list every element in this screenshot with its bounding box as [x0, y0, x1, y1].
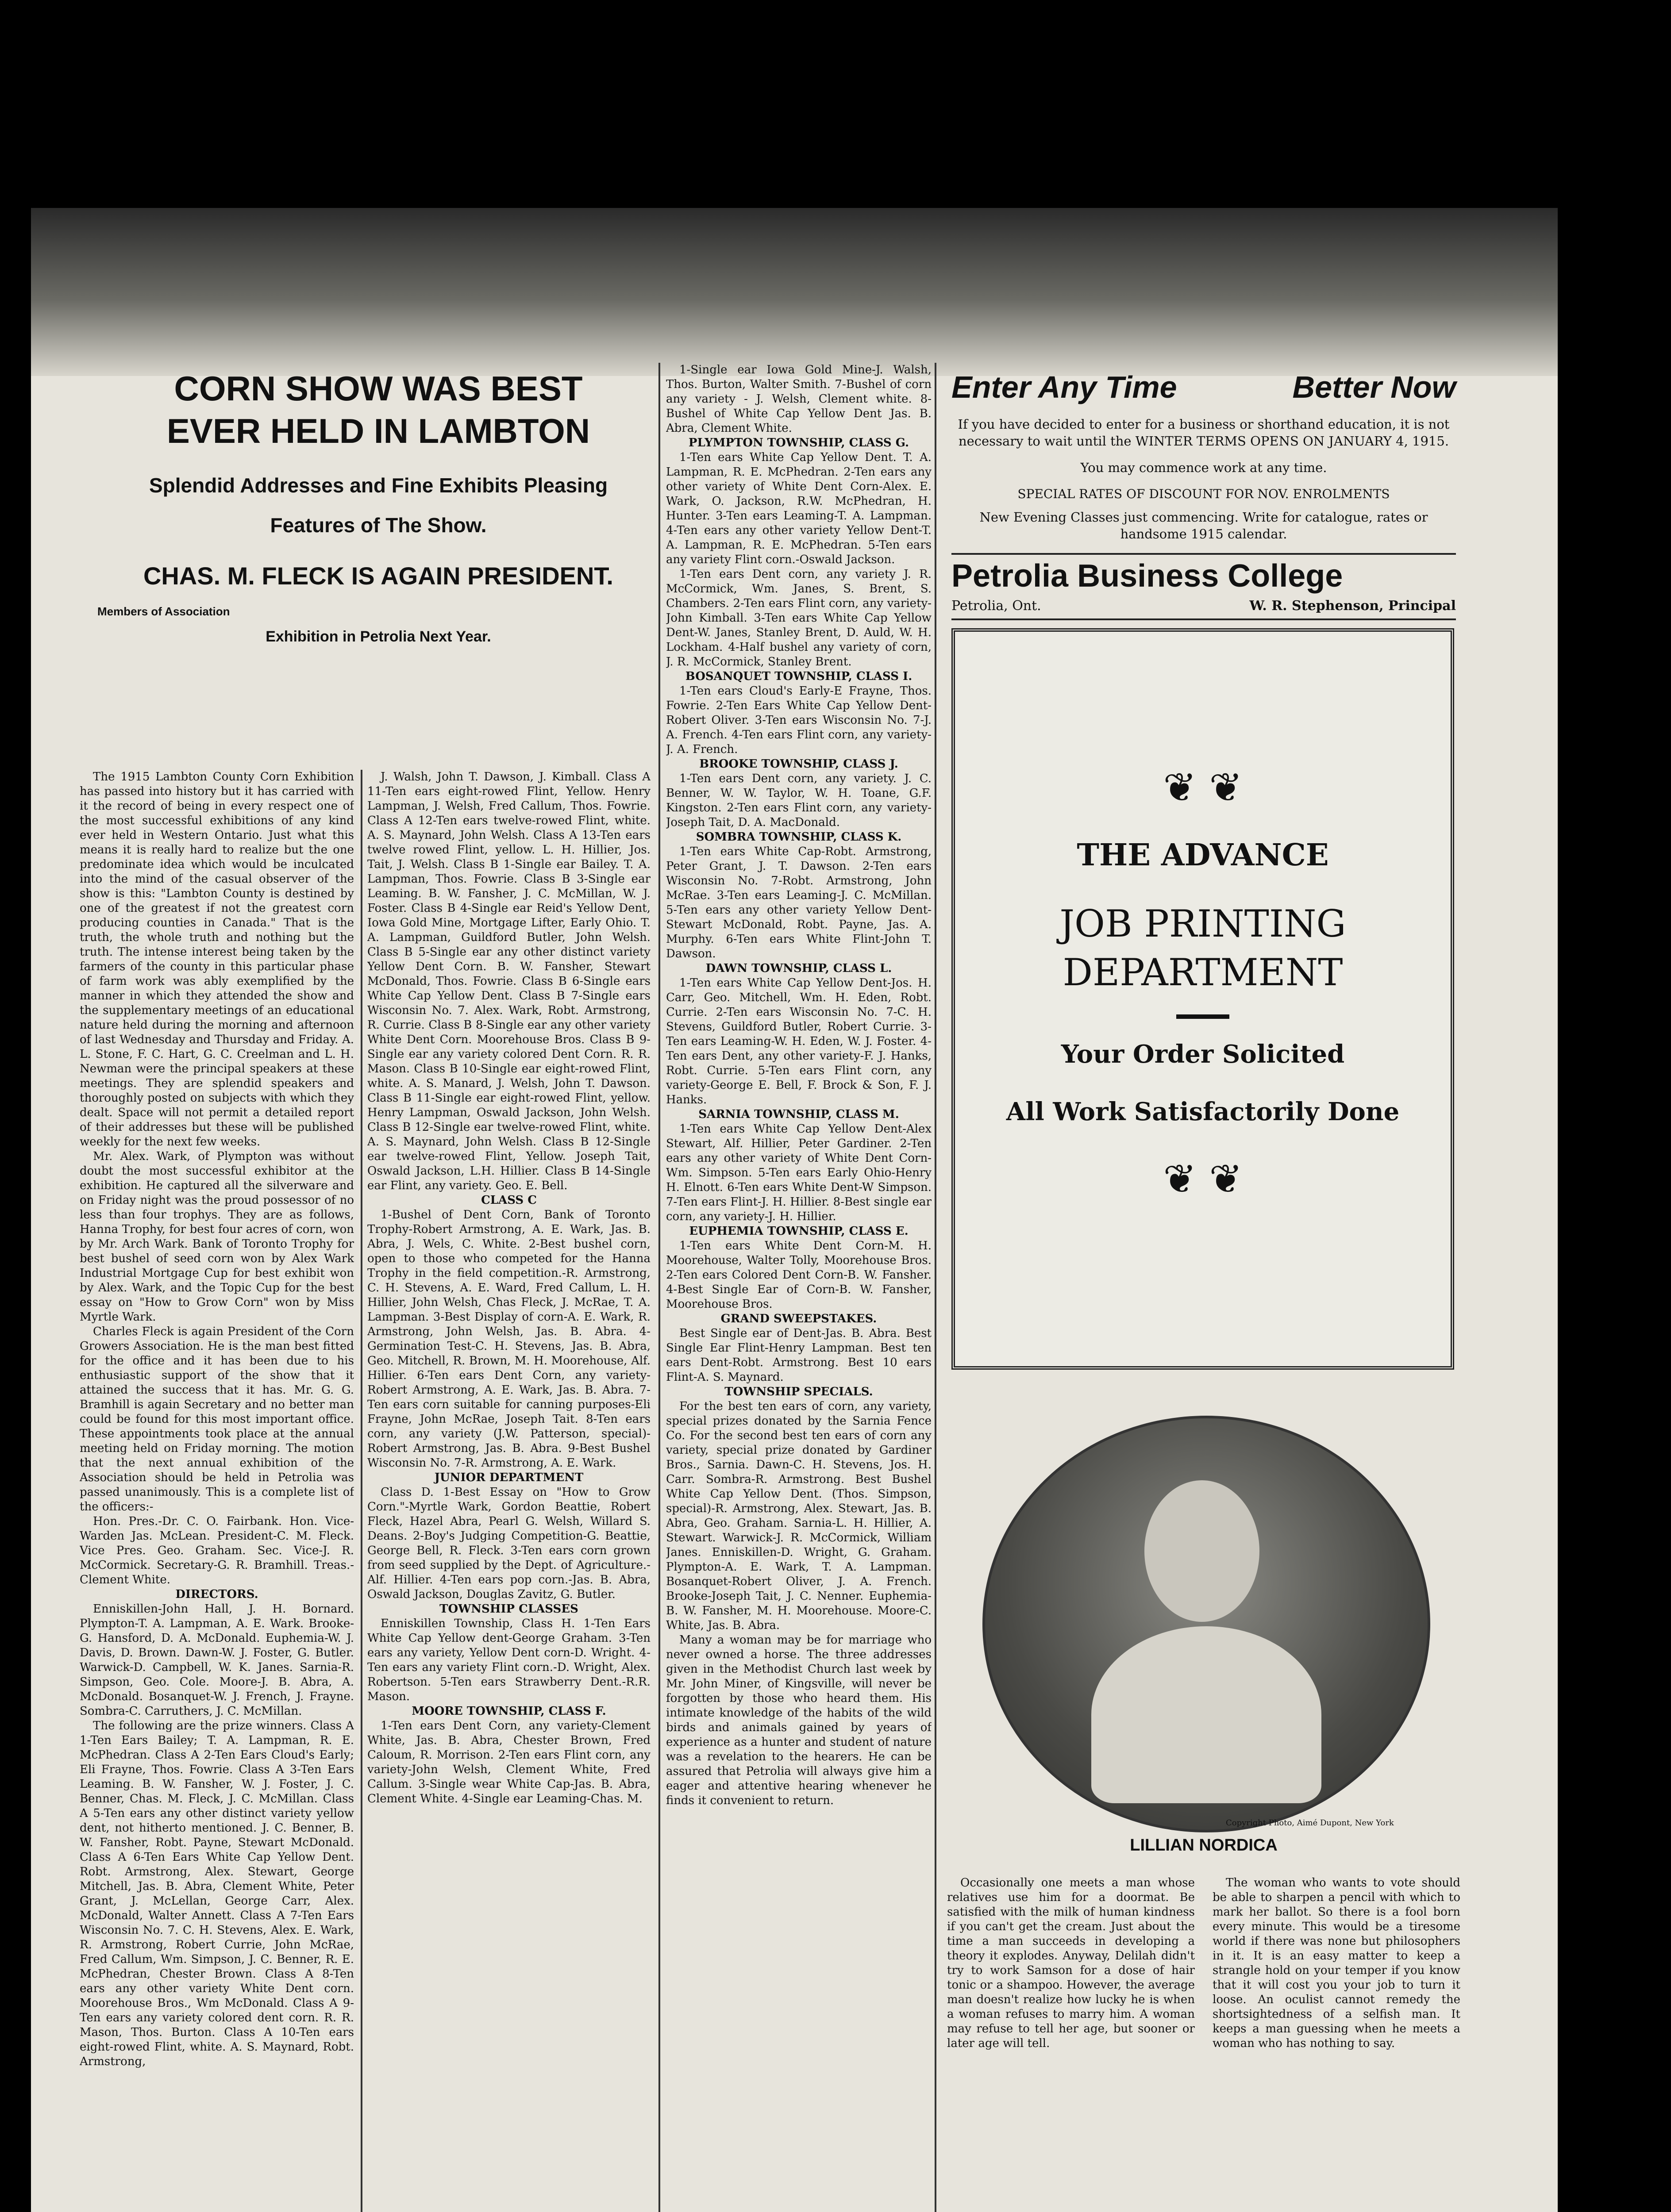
- business-college-ad: [943, 363, 1465, 625]
- newspaper-page: [31, 208, 1558, 2212]
- left-column-1: [80, 770, 354, 2212]
- directors-list: Enniskillen-John Hall, J. H. Bornard. Plympton-T. A. Lampman, A. E. Wark. Brooke-G. Hansford, D. A. McDonald. Euphemia-W. J. Davis, D. Brown. Dawn-W. J. Foster, G. Butler. Warwick-D. Campbell, W. K. Janes. Sarnia-R. Simpson, Geo. Cole. Moore-J. B. Abra, A. McDonald. Bosanquet-W. J. French, J. Frayne. Sombra-C. Carruthers, J. C. McMillan.: [80, 1602, 354, 1718]
- article-paragraph-3: Charles Fleck is again President of the Corn Growers Association. He is the man best fitted for the office and it has been due to his enthusiastic support of the show that it attained the success that it has. Mr. G. G. Bramhill is again Secretary and no better man could be found for this most important office. These appointments took place at the annual meeting held on Friday morning. The motion that the next annual exhibition of the Association should be held in Petrolia was passed unanimously. This is a complete list of the officers:-: [80, 1325, 354, 1513]
- grand-sweepstakes-heading: GRAND SWEEPSTAKES.: [720, 1312, 877, 1325]
- deck-line-2: Features of The Show.: [270, 514, 487, 537]
- directors-heading: DIRECTORS.: [175, 1588, 258, 1601]
- ad-headline-right: Better Now: [1292, 370, 1456, 404]
- class-c-heading: CLASS C: [481, 1194, 537, 1207]
- torn-top-edge: [31, 208, 1558, 376]
- department-line: DEPARTMENT: [1063, 951, 1343, 994]
- sombra-results: 1-Ten ears White Cap-Robt. Armstrong, Peter Grant, J. T. Dawson. 2-Ten ears Wisconsin No. 7-Robt. Armstrong, John McRae. 3-Ten ears Leaming-J. C. McMillan. 5-Ten ears any other variety Yellow Dent-Stewart McDonald, Robt. Payne, Jas. A. Murphy. 6-Ten ears White Flint-John T. Dawson.: [666, 845, 932, 960]
- plympton-results: 1-Ten ears White Cap Yellow Dent. T. A. Lampman, R. E. McPhedran. 2-Ten ears any other variety of White Dent Corn-Alex. E. Wark, O. Jackson, R.W. McPhedran, H. Hunter. 3-Ten ears Leaming-T. A. Lampman. 4-Ten ears any other variety Yellow Dent-T. A. Lampman, R. E. McPhedran. 5-Ten ears any variety Flint corn.-Oswald Jackson.: [666, 451, 932, 566]
- article-intro: The 1915 Lambton County Corn Exhibition has passed into history but it has carried with it the record of being in every respect one of the most successful exhibitions of any kind ever held in Western Ontario. Just what this means it is really hard to realize but the one predominate idea which would be inculcated into the mind of the casual observer of the show is this: "Lambton County is destined by one of the greatest if not the greatest corn producing counties in Canada." That is the truth, the whole truth and nothing but the truth. The intense interest being taken by the farmers of the county in this particular phase of farm work was ably exemplified by the manner in which they attended the show and the supplementary meetings of an educational nature held during the morning and afternoon of last Wednesday and Thursday and Friday. A. L. Stone, F. C. Hart, G. C. Creelman and L. H. Newman were the principal speakers at these meetings. They are splendid speakers and thoroughly posted on subjects with which they dealt. Space will not permit a detailed report of their addresses but these will be published weekly for the next few weeks.: [80, 770, 354, 1148]
- woman-paragraph: Many a woman may be for marriage who never owned a horse. The three addresses given in the Methodist Church last week by Mr. John Miner, of Kingsville, will never be forgotten by those who heard them. His intimate knowledge of the habits of the wild birds and animals gained by years of experience as a hunter and student of nature was a revelation to the hearers. He can be assured that Petrolia will always give him a eager and attentive hearing whenever he finds it convenient to return.: [666, 1633, 932, 1807]
- college-name: Petrolia Business College: [951, 553, 1456, 597]
- ad-paragraph-4: New Evening Classes just commencing. Write for catalogue, rates or handsome 1915 calendar.: [979, 510, 1428, 541]
- column-rule-3: [935, 363, 936, 2212]
- right-column: [943, 363, 1465, 2212]
- junior-results: Class D. 1-Best Essay on "How to Grow Corn."-Myrtle Wark, Gordon Beattie, Robert Fleck, Hazel Abra, Pearl G. Welsh, Willard S. Deans. 2-Boy's Judging Competition-G. Beattie, George Bell, R. Fleck. 3-Ten ears corn grown from seed supplied by the Dept. of Agriculture.-Alf. Hillier. 4-Ten ears pop corn.-Jas. B. Abra, Oswald Jackson, Douglas Zavitz, G. Butler.: [367, 1486, 651, 1601]
- bosanquet-results: 1-Ten ears Cloud's Early-E Frayne, Thos. Fowrie. 2-Ten Ears White Cap Yellow Dent-Robert Oliver. 3-Ten ears Wisconsin No. 7-J. A. French. 4-Ten ears Flint corn, any variety-J. A. French.: [666, 684, 932, 756]
- deck-line-1: Splendid Addresses and Fine Exhibits Pleasing: [149, 474, 608, 497]
- article-paragraph-2: Mr. Alex. Wark, of Plympton was without doubt the most successful exhibitor at the exhibition. He captured all the silverware and on Friday night was the proud possessor of no less than four trophys. They are as follows, Hanna Trophy, for best four acres of corn, won by Mr. Arch Wark. Bank of Toronto Trophy for best bushel of seed corn won by Alex Wark Industrial Mortgage Cup for best exhibit won by Alex. Wark, and the Topic Cup for the best essay on "How to Grow Corn" won by Miss Myrtle Wark.: [80, 1150, 354, 1324]
- plympton-heading: PLYMPTON TOWNSHIP, CLASS G.: [688, 436, 909, 449]
- warwick-results: 1-Ten ears Dent corn, any variety J. R. McCormick, Wm. Janes, S. Brent, S. Chambers. 2-Ten ears Flint corn, any variety-John Kimball. 3-Ten ears White Cap Yellow Dent-W. Janes, Stanley Brent, D. Auld, W. H. Lockham. 4-Half bushel any variety of corn, J. R. McCormick, Stanley Brent.: [666, 568, 932, 668]
- sarnia-results: 1-Ten ears White Cap Yellow Dent-Alex Stewart, Alf. Hillier, Peter Gardiner. 2-Ten ears any other variety of White Dent Corn-Wm. Simpson. 5-Ten ears Early Ohio-Henry H. Elnott. 6-Ten ears White Dent-W Simpson. 7-Ten ears Flint-J. H. Hillier. 8-Best single ear corn, any variety-J. H. Hillier.: [666, 1122, 932, 1223]
- brooke-results: 1-Ten ears Dent corn, any variety. J. C. Benner, W. W. Taylor, W. H. Toane, G.F. Kingston. 2-Ten ears Flint corn, any variety-Joseph Tait, D. A. MacDonald.: [666, 772, 932, 829]
- brevities-left: Occasionally one meets a man whose relatives use him for a doormat. Be satisfied with the milk of human kindness if you can't get the cream. Just about the time a man succeeds in developing a theory it explodes. Anyway, Delilah didn't try to work Samson for a dose of hair tonic or a shampoo. However, the average man doesn't realize how lucky he is when a woman refuses to marry him. A woman may refuse to tell her age, but sooner or later age will tell.: [947, 1876, 1195, 2050]
- deck-line-5: Exhibition in Petrolia Next Year.: [266, 628, 491, 645]
- euphemia-heading: EUPHEMIA TOWNSHIP, CLASS E.: [689, 1225, 909, 1238]
- middle-column: [666, 363, 932, 2212]
- photo-credit: Copyright Photo, Aimé Dupont, New York: [1226, 1818, 1394, 1828]
- middle-top-results: 1-Single ear Iowa Gold Mine-J. Walsh, Thos. Burton, Walter Smith. 7-Bushel of corn any variety - J. Welsh, Clement white. 8-Bushel of White Cap Yellow Dent Jas. B. Abra, Clement White.: [666, 363, 932, 435]
- township-specials-heading: TOWNSHIP SPECIALS.: [724, 1385, 873, 1398]
- portrait-caption: LILLIAN NORDICA: [1130, 1836, 1278, 1855]
- nordica-portrait: [982, 1416, 1430, 1832]
- job-printing-line: JOB PRINTING: [1059, 902, 1346, 945]
- divider: [1176, 1014, 1229, 1019]
- corn-show-article: [97, 367, 659, 649]
- column-rule-1: [361, 770, 362, 2212]
- junior-heading: JUNIOR DEPARTMENT: [434, 1471, 584, 1484]
- euphemia-results: 1-Ten ears White Dent Corn-M. H. Moorehouse, Walter Tolly, Moorehouse Bros. 2-Ten ears Colored Dent Corn-B. W. Fansher. 4-Best Single Ear of Corn-B. W. Fansher, Moorehouse Bros.: [666, 1239, 932, 1311]
- moore-heading: MOORE TOWNSHIP, CLASS F.: [412, 1705, 606, 1718]
- moore-results: 1-Ten ears Dent Corn, any variety-Clement White, Jas. B. Abra, Chester Brown, Fred Caloum, R. Morrison. 2-Ten ears Flint corn, any variety-John Welsh, Clement White, Fred Callum. 3-Single wear White Cap-Jas. B. Abra, Clement White. 4-Single ear Leaming-Chas. M.: [367, 1719, 651, 1805]
- prize-winners: The following are the prize winners. Class A 1-Ten Ears Bailey; T. A. Lampman, R. E. McPhedran. Class A 2-Ten Ears Cloud's Early; Eli Frayne, Thos. Fowrie. Class A 3-Ten Ears Leaming. B. W. Fansher, W. J. Foster, J. C. Benner, Chas. M. Fleck, J. C. McMillan. Class A 5-Ten ears any other distinct variety yellow dent, not hitherto mentioned. J. C. Benner, B. W. Fansher, Robt. Payne, Stewart McDonald. Class A 6-Ten Ears White Cap Yellow Dent. Robt. Armstrong, Alex. Stewart, George Mitchell, Jas. B. Abra, Clement White, Peter Grant, J. McLellan, George Carr, Alex. McDonald, Walter Annett. Class A 7-Ten Ears Wisconsin No. 7. C. H. Stevens, Alex. E. Wark, R. Armstrong, Robert Currie, John McRae, Fred Callum, Wm. Simpson, J. C. Benner, R. E. McPhedran, Chester Brown. Class A 8-Ten ears any other variety White Dent corn. Moorehouse Bros., Wm McDonald. Class A 9-Ten ears any variety colored dent corn. R. R. Mason, Thos. Burton. Class A 10-Ten ears eight-rowed Flint, white. A. S. Maynard, Robt. Armstrong,: [80, 1719, 354, 2068]
- class-c-results: 1-Bushel of Dent Corn, Bank of Toronto Trophy-Robert Armstrong, A. E. Wark, Jas. B. Abra, J. Wels, C. White. 2-Best bushel corn, open to those who competed for the Hanna Trophy in the field competition.-R. Armstrong, C. H. Stevens, A. E. Ward, Fred Callum, L. H. Hillier, John Welsh, Chas Fleck, J. McRae, T. A. Lampman. 3-Best Display of corn-A. E. Wark, R. Armstrong, John Welsh, Jas. B. Abra. 4-Germination Test-C. H. Stevens, Jas. B. Abra, Geo. Mitchell, R. Brown, M. H. Moorehouse, Alf. Hillier. 6-Ten ears Dent Corn, any variety-Robert Armstrong, A. E. Wark, Jas. B. Abra. 7-Ten ears corn suitable for canning purposes-Eli Frayne, John McRae, Joseph Tait. 8-Ten ears corn, any variety (J.W. Patterson, special)-Robert Armstrong, Jas. B. Abra. 9-Best Bushel Wisconsin No. 7-R. Armstrong, A. E. Wark.: [367, 1208, 651, 1470]
- brooke-heading: BROOKE TOWNSHIP, CLASS J.: [699, 757, 898, 771]
- portrait-gown: [1091, 1626, 1321, 1803]
- order-solicited-line: Your Order Solicited: [1061, 1040, 1345, 1069]
- portrait-figure: [1144, 1480, 1259, 1622]
- work-done-line: All Work Satisfactorily Done: [1006, 1097, 1400, 1126]
- job-printing-box: [951, 628, 1454, 1370]
- ad-paragraph-2: You may commence work at any time.: [1080, 460, 1327, 475]
- township-classes-heading: TOWNSHIP CLASSES: [439, 1602, 578, 1616]
- dawn-results: 1-Ten ears White Cap Yellow Dent-Jos. H. Carr, Geo. Mitchell, Wm. H. Eden, Robt. Currie. 2-Ten ears Wisconsin No. 7-C. H. Stevens, Guildford Butler, Robert Currie. 3-Ten ears Leaming-W. H. Eden, W. J. Foster. 4-Ten ears Dent, any other variety-F. J. Hanks, Robt. Currie. 5-Ten ears Flint corn, any variety-George E. Bell, F. Brock & Son, F. J. Hanks.: [666, 976, 932, 1106]
- college-principal: W. R. Stephenson, Principal: [1249, 598, 1456, 614]
- college-address: Petrolia, Ont.: [951, 598, 1041, 614]
- deck-line-3: CHAS. M. FLECK IS AGAIN PRESIDENT.: [143, 562, 613, 590]
- headline-line-2: EVER HELD IN LAMBTON: [166, 411, 590, 450]
- enniskillen-results: Enniskillen Township, Class H. 1-Ten Ears White Cap Yellow dent-George Graham. 3-Ten ears any variety, Yellow Dent corn-D. Wright. 4-Ten ears any variety Flint corn.-D. Wright, Alex. Robertson. 5-Ten ears Strawberry Dent.-R.R. Mason.: [367, 1617, 651, 1703]
- brevities-right: The woman who wants to vote should be able to sharpen a pencil with which to mark her ballot. So there is a fool born every minute. This would be a tiresome world if there was none but philosophers in it. It is an easy matter to keep a strangle hold on your temper if you know that it will cost you your job to turn it loose. An oculist cannot remedy the shortsightedness of a selfish man. It keeps a man guessing when he meets a woman who has nothing to say.: [1213, 1876, 1460, 2050]
- sombra-heading: SOMBRA TOWNSHIP, CLASS K.: [696, 830, 902, 844]
- headline-line-1: CORN SHOW WAS BEST: [174, 369, 583, 408]
- ad-paragraph-3: SPECIAL RATES OF DISCOUNT FOR NOV. ENROLMENTS: [1017, 487, 1390, 501]
- officers-list: Hon. Pres.-Dr. C. O. Fairbank. Hon. Vice-Warden Jas. McLean. President-C. M. Fleck. Vice Pres. Geo. Graham. Sec. Vice-J. R. McCormick. Secretary-G. R. Bramhill. Treas.-Clement White.: [80, 1515, 354, 1586]
- left-column-2: [367, 770, 651, 2212]
- class-a-b-results: J. Walsh, John T. Dawson, J. Kimball. Class A 11-Ten ears eight-rowed Flint, Yellow. Henry Lampman, J. Welsh, Fred Callum, Thos. Fowrie. Class A 12-Ten ears twelve-rowed Flint, white. A. S. Maynard, John Welsh. Class A 13-Ten ears twelve rowed Flint, yellow. L. H. Hillier, Jos. Tait, J. Welsh. Class B 1-Single ear Bailey. T. A. Lampman, Thos. Fowrie. Class B 3-Single ear Leaming. B. W. Fansher, J. C. McMillan, W. J. Foster. Class B 4-Single ear Reid's Yellow Dent, Iowa Gold Mine, Mortgage Lifter, Early Ohio. T. A. Lampman, Guildford Butler, John Welsh. Class B 5-Single ear any other distinct variety Yellow Dent Corn. B. W. Fansher, Stewart McDonald, Thos. Fowrie. Class B 6-Single ears White Cap Yellow Dent. Class B 7-Single ears Wisconsin No. 7. Alex. Wark, Robt. Armstrong, R. Currie. Class B 8-Single ear any other variety White Dent Corn. Moorehouse Bros. Class B 9-Single ear any variety colored Dent Corn. R. R. Mason. Class B 10-Single ear eight-rowed Flint, white. A. S. Manard, J. Welsh, John T. Dawson. Class B 11-Single ear eight-rowed Flint, yellow. Henry Lampman, Oswald Jackson, John Welsh. Class B 12-Single ear twelve-rowed Flint, white. A. S. Maynard, John Welsh. Class B 12-Single ear twelve-rowed Flint, Yellow. Joseph Tait, Oswald Jackson, L.H. Hillier. Class B 14-Single ear Flint, any variety. Geo. E. Bell.: [367, 770, 651, 1192]
- maple-leaf-icon: ❦ ❦: [1163, 764, 1243, 811]
- ad-paragraph-1: If you have decided to enter for a business or shorthand education, it is not necessary to wait until the WINTER TERMS OPENS ON JANUARY 4, 1915.: [958, 417, 1450, 449]
- bosanquet-heading: BOSANQUET TOWNSHIP, CLASS I.: [685, 670, 913, 683]
- sarnia-heading: SARNIA TOWNSHIP, CLASS M.: [698, 1108, 899, 1121]
- deck-line-4: Members of Association: [97, 605, 230, 618]
- column-rule-2: [658, 363, 660, 2212]
- brevities: [947, 1876, 1460, 2212]
- grand-sweepstakes-results: Best Single ear of Dent-Jas. B. Abra. Best Single Ear Flint-Henry Lampman. Best ten ears Dent-Robt. Armstrong. Best 10 ears Flint-A. S. Maynard.: [666, 1327, 932, 1384]
- maple-leaf-icon-bottom: ❦ ❦: [1163, 1156, 1243, 1202]
- dawn-heading: DAWN TOWNSHIP, CLASS L.: [705, 962, 892, 975]
- township-specials-results: For the best ten ears of corn, any variety, special prizes donated by the Sarnia Fence Co. For the second best ten ears of corn any variety, special prize donated by Gardiner Bros., Sarnia. Dawn-C. H. Stevens, Jos. H. Carr. Sombra-R. Armstrong. Best Bushel White Cap Yellow Dent. (Thos. Simpson, special)-R. Armstrong, Alex. Stewart, Jas. B. Abra, Geo. Graham. Sarnia-L. H. Hillier, A. Stewart. Warwick-J. R. McCormick, William Janes. Enniskillen-D. Wright, G. Graham. Plympton-A. E. Wark, T. A. Lampman. Bosanquet-Robert Oliver, J. A. French. Brooke-Joseph Tait, J. C. Nenner. Euphemia-B. W. Fansher, M. H. Moorehouse. Moore-C. White, Jas. B. Abra.: [666, 1400, 932, 1632]
- ad-headline-left: Enter Any Time: [951, 370, 1177, 404]
- advance-line: THE ADVANCE: [1077, 837, 1329, 873]
